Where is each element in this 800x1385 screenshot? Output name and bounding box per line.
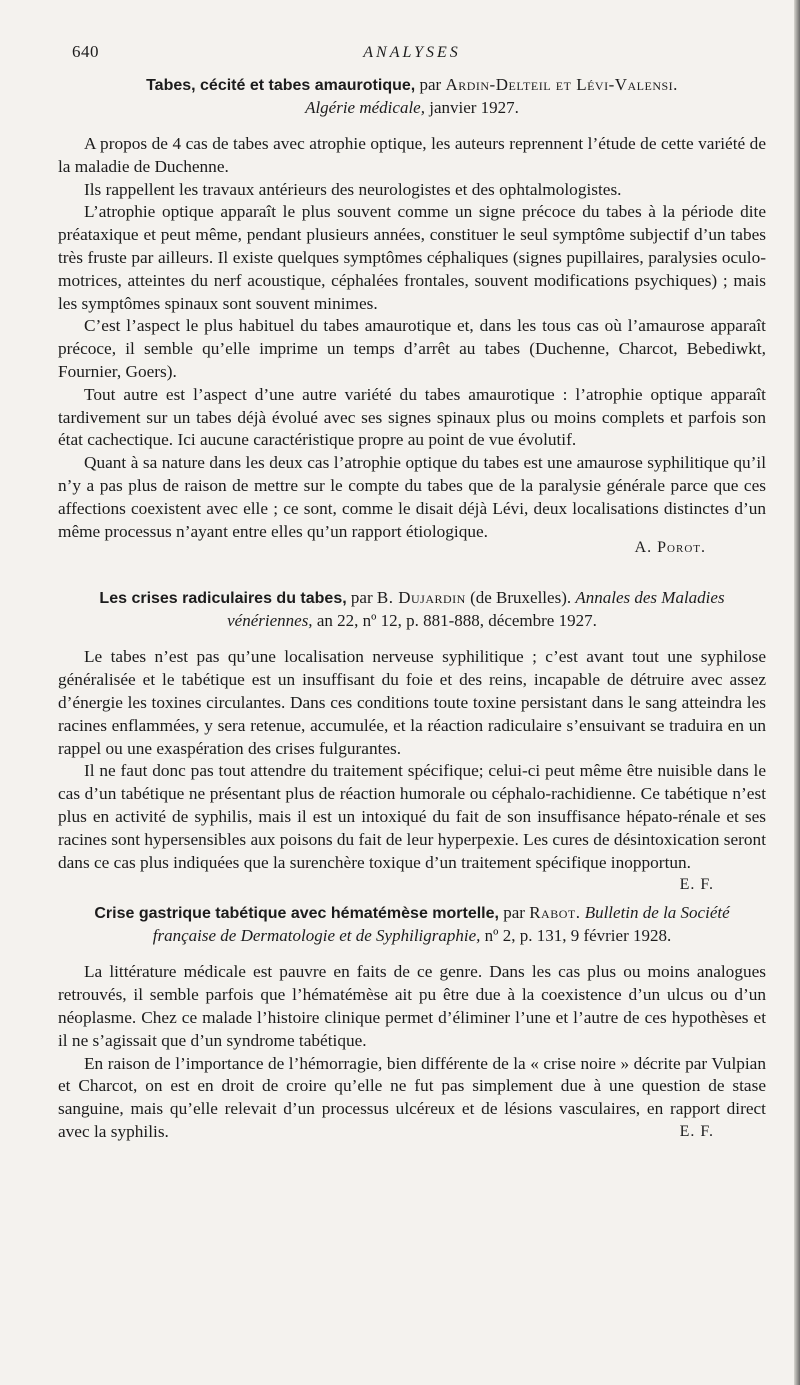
running-title: ANALYSES — [363, 44, 461, 61]
article-date: nº 2, p. 131, 9 février 1928. — [484, 926, 672, 946]
article-title: Crise gastrique tabétique avec hématémèse mortelle, — [94, 905, 499, 923]
article-crise-gastrique — [58, 902, 766, 1143]
article-journal: Annales des Maladies vénériennes, — [227, 588, 725, 631]
running-head — [58, 40, 766, 74]
article-heading — [58, 74, 766, 119]
article-by: par — [350, 588, 373, 608]
paragraph: La littérature médicale est pauvre en faits de ce genre. Dans les cas plus ou moins analogues retrouvés, il semble parfois que l’hématémèse ait pu être due à la coexistence d’un ulcus ou d’un néoplasme. Chez ce malade l’histoire clinique permet d’éliminer l’une et l’autre de ces hypothèses et il ne s’agissait que d’un syndrome tabétique. — [58, 962, 766, 1050]
article-by: par — [419, 75, 442, 94]
paragraph — [58, 760, 766, 894]
article-journal: Algérie médicale, — [305, 98, 425, 117]
article-authors: Rabot. — [529, 903, 581, 923]
article-heading — [58, 587, 766, 632]
paragraph: Le tabes n’est pas qu’une localisation nerveuse syphilitique ; c’est avant tout une syphilose généralisée et le tabétique est un insuffisant du foie et des reins, incapable de détruire avec assez d’énergie les toxines circulantes. Dans ces conditions toute toxine persistant dans le sang atteindra les racines enflammées, y sera retenue, accumulée, et la réaction radiculaire s’ensuivant se traduira en un rappel ou une exaspération des crises fulgurantes. — [58, 647, 766, 758]
page-number: 640 — [72, 42, 99, 61]
paragraph — [58, 1053, 766, 1144]
article-date: an 22, nº 12, p. 881-888, décembre 1927. — [316, 611, 597, 631]
paragraph-text: Il ne faut donc pas tout attendre du traitement spécifique; celui-ci peut même être nuisible dans le cas d’un tabétique ne présentant plus de réaction humorale ou céphalo-rachidienne. Ce tabétique n’est plus en activité de syphilis, mais il est un intoxiqué du fait de son insuffisance hépato-rénale et ses racines sont hypersensibles aux poisons du fait de leur hyperpexie. Les cures de désintoxication seront dans ce cas plus indiquées que la surenchère toxique d’un traitement spécifique inopportun. — [58, 761, 766, 872]
article-tabes-cecite — [58, 74, 766, 557]
article-date: janvier 1927. — [429, 98, 519, 117]
paragraph: L’atrophie optique apparaît le plus souvent comme un signe précoce du tabes à la période dite préataxique et peut même, pendant plusieurs années, constituer le seul symptôme subjectif d’un tabes très fruste par ailleurs. Il existe quelques symptômes céphaliques (signes pupillaires, paralysies oculo-motrices, atteintes du nerf acoustique, céphalées frontales, souvent modifications psychiques) ; mais les symptômes spinaux sont souvent minimes. — [58, 202, 766, 313]
paragraph: Tout autre est l’aspect d’une autre variété du tabes amaurotique : l’atrophie optique apparaît tardivement sur un tabes déjà évolué avec ses signes spinaux plus ou moins complets et parfois son état cachectique. Ici aucune caractéristique propre au point de vue évolutif. — [58, 384, 766, 450]
article-body — [58, 961, 766, 1143]
article-authors: B. Dujardin — [376, 588, 466, 608]
article-origin: (de Bruxelles). — [470, 588, 572, 608]
article-signature: A. Porot. — [634, 539, 706, 557]
paragraph: Quant à sa nature dans les deux cas l’atrophie optique du tabes est une amaurose syphilitique qu’il n’y a pas plus de raison de mettre sur le compte du tabes que de la paralysie générale parce que ces affections coexistent avec elle ; ce sont, comme le disait déjà Lévi, deux localisations distinctes d’un même processus n’ayant entre elles qu’un rapport étiologique. — [58, 453, 766, 541]
article-crises-radiculaires — [58, 587, 766, 894]
page-edge-shadow — [794, 0, 800, 1385]
paragraph-text: En raison de l’importance de l’hémorragie, bien différente de la « crise noire » décrite par Vulpian et Charcot, on est en droit de croire qu’elle ne fut pas simplement due à une question de stase sanguine, mais qu’elle relevait d’un processus ulcéreux et de lésions vasculaires, en rapport direct avec la syphilis. — [58, 1053, 766, 1141]
article-by: par — [503, 903, 525, 923]
article-title: Tabes, cécité et tabes amaurotique, — [146, 77, 416, 94]
paragraph: A propos de 4 cas de tabes avec atrophie optique, les auteurs reprennent l’étude de cette variété de la maladie de Duchenne. — [58, 134, 766, 176]
paragraph: C’est l’aspect le plus habituel du tabes amaurotique et, dans les tous cas où l’amaurose apparaît précoce, il semble qu’elle imprime un temps d’arrêt au tabes (Duchenne, Charcot, Bebediwkt, Fournier, Goers). — [58, 316, 766, 381]
article-heading — [58, 902, 766, 947]
article-body — [58, 646, 766, 894]
article-signature: E. F. — [679, 1122, 714, 1140]
article-authors: Ardin-Delteil et Lévi-Valensi. — [445, 75, 678, 94]
article-journal: Bulletin de la Société française de Dermatologie et de Syphiligraphie, — [152, 903, 730, 946]
paragraph: Ils rappellent les travaux antérieurs des neurologistes et des ophtalmologistes. — [84, 179, 622, 199]
article-title: Les crises radiculaires du tabes, — [99, 590, 347, 608]
article-signature: E. F. — [679, 876, 714, 894]
article-body — [58, 133, 766, 557]
